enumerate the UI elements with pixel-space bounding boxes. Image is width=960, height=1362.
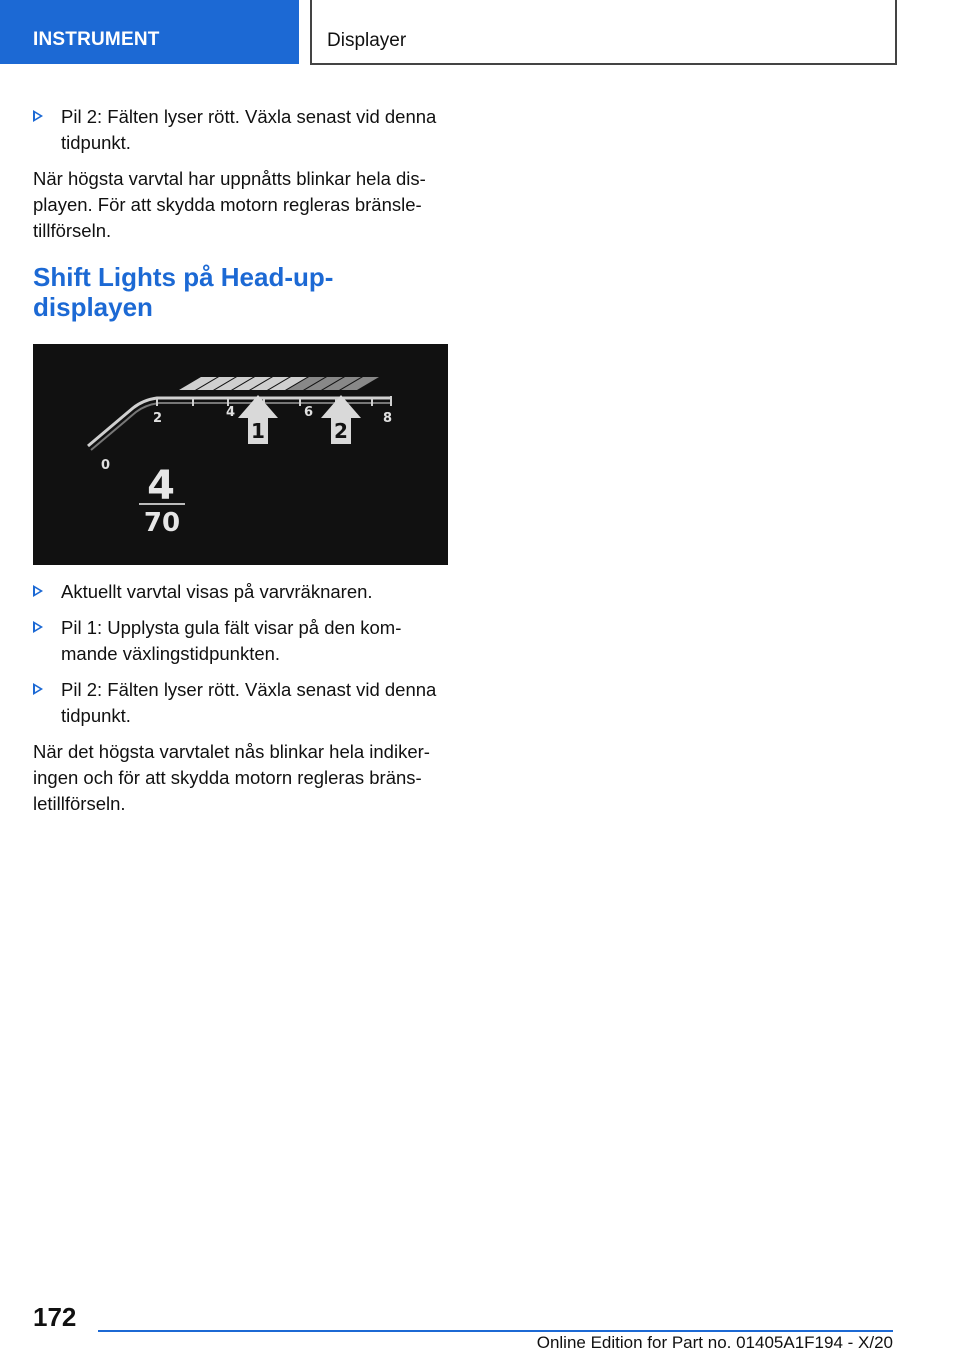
arrow-1-label: 1 xyxy=(251,419,265,443)
rpm-tick-label: 2 xyxy=(153,411,163,426)
triangle-bullet-icon xyxy=(33,621,43,633)
rpm-tick-label: 8 xyxy=(383,411,393,426)
section-tab xyxy=(0,0,299,64)
list-item-text: Pil 1: Upplysta gula fält visar på den kommande växlingstidpunkten. xyxy=(61,617,402,664)
list-item xyxy=(33,677,448,729)
shift-lights-figure xyxy=(33,344,448,565)
main-content xyxy=(33,104,448,827)
footer-edition: Online Edition for Part no. 01405A1F194 - X/20 xyxy=(536,1333,893,1352)
triangle-bullet-icon xyxy=(33,585,43,597)
paragraph: När högsta varvtal har uppnåtts blinkar hela displayen. För att skydda motorn regleras bränsletillförseln. xyxy=(33,168,426,241)
chapter-tab xyxy=(310,0,897,65)
arrow-2-label: 2 xyxy=(334,419,348,443)
speed-indicator: 70 xyxy=(143,508,181,538)
rpm-tick-label: 4 xyxy=(226,405,236,420)
page-number: 172 xyxy=(33,1302,77,1332)
gear-indicator: 4 xyxy=(147,463,175,509)
rpm-tick-label: 6 xyxy=(304,405,314,420)
list-item xyxy=(33,615,448,667)
list-item-text: Pil 2: Fälten lyser rött. Växla senast vid denna tidpunkt. xyxy=(61,679,437,726)
section-title: INSTRUMENT xyxy=(33,29,160,50)
triangle-bullet-icon xyxy=(33,683,43,695)
paragraph: När det högsta varvtalet nås blinkar hela indikeringen och för att skydda motorn regleras bränsletillförseln. xyxy=(33,741,430,814)
section-heading: Shift Lights på Head-up-displayen xyxy=(33,262,334,322)
rpm-tick-label: 0 xyxy=(101,458,111,473)
chapter-title: Displayer xyxy=(327,30,407,51)
list-item xyxy=(33,579,448,605)
list-item xyxy=(33,104,448,156)
list-item-text: Aktuellt varvtal visas på varvräknaren. xyxy=(61,581,373,602)
footer-rule xyxy=(98,1330,893,1332)
list-item-text: Pil 2: Fälten lyser rött. Växla senast vid denna tidpunkt. xyxy=(61,106,437,153)
triangle-bullet-icon xyxy=(33,110,43,122)
